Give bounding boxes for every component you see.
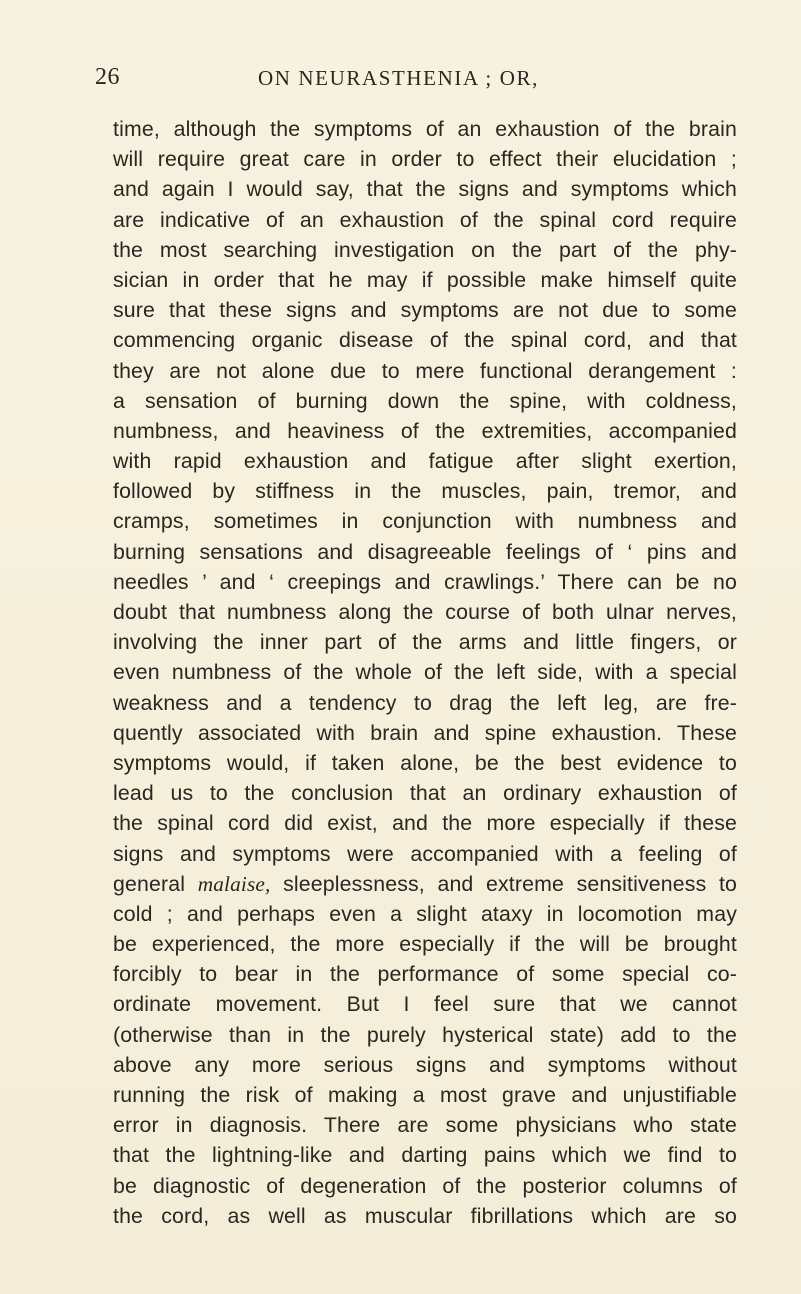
text-line: with rapid exhaustion and fatigue after slight exertion, [113, 449, 737, 474]
text-line: doubt that numbness along the course of both ulnar nerves, [113, 600, 737, 624]
text-line: will require great care in order to effect their elucidation ; [113, 147, 737, 172]
text-line: the cord, as well as muscular fibrillations which are so [113, 1203, 737, 1228]
text-run: general [113, 871, 186, 896]
text-line: that the lightning-like and darting pains which we find to [113, 1143, 737, 1168]
body-text [113, 114, 737, 1231]
text-line: involving the inner part of the arms and little fingers, or [113, 630, 737, 655]
text-line: symptoms would, if taken alone, be the best evidence to [113, 750, 737, 775]
text-line: a sensation of burning down the spine, with coldness, [113, 388, 737, 413]
page-header [0, 64, 801, 94]
text-line: sure that these signs and symptoms are not due to some [113, 298, 737, 323]
running-head: ON NEURASTHENIA ; OR, [258, 66, 539, 90]
text-line: the most searching investigation on the part of the phy- [113, 237, 737, 262]
text-line: (otherwise than in the purely hysterical state) add to the [113, 1022, 737, 1047]
text-line: signs and symptoms were accompanied with a feeling of [113, 841, 737, 866]
text-line-mixed [113, 869, 737, 899]
text-line: above any more serious signs and symptoms without [113, 1052, 737, 1077]
text-line: cramps, sometimes in conjunction with numbness and [113, 509, 737, 534]
text-line: needles ’ and ‘ creepings and crawlings.’ There can be no [113, 569, 737, 594]
page-number: 26 [95, 64, 120, 90]
text-line: cold ; and perhaps even a slight ataxy in locomotion may [113, 901, 737, 926]
text-run: sleeplessness, and extreme sensitiveness to [283, 871, 738, 896]
text-line: even numbness of the whole of the left side, with a special [113, 660, 737, 685]
text-line: they are not alone due to mere functional derangement : [113, 358, 737, 383]
text-line: burning sensations and disagreeable feelings of ‘ pins and [113, 539, 737, 564]
text-line: quently associated with brain and spine exhaustion. These [113, 720, 737, 745]
text-line: running the risk of making a most grave and unjustifiable [113, 1083, 737, 1107]
italic-word: malaise, [197, 871, 271, 896]
text-line: be experienced, the more especially if the will be brought [113, 932, 737, 957]
text-line: be diagnostic of degeneration of the posterior columns of [113, 1173, 737, 1198]
text-line: numbness, and heaviness of the extremities, accompanied [113, 418, 737, 443]
text-line: error in diagnosis. There are some physicians who state [113, 1113, 737, 1138]
text-line: followed by stiffness in the muscles, pain, tremor, and [113, 479, 737, 504]
text-line: ordinate movement. But I feel sure that we cannot [113, 992, 737, 1017]
text-line: time, although the symptoms of an exhaustion of the brain [113, 117, 737, 141]
text-line: sician in order that he may if possible make himself quite [113, 267, 737, 292]
text-line: the spinal cord did exist, and the more especially if these [113, 811, 737, 836]
text-line: lead us to the conclusion that an ordinary exhaustion of [113, 781, 737, 806]
text-line: weakness and a tendency to drag the left leg, are fre- [113, 690, 737, 715]
text-line: are indicative of an exhaustion of the spinal cord require [113, 207, 737, 232]
text-line: forcibly to bear in the performance of some special co- [113, 962, 737, 987]
text-line: and again I would say, that the signs and symptoms which [113, 177, 737, 202]
text-line: commencing organic disease of the spinal cord, and that [113, 328, 737, 353]
